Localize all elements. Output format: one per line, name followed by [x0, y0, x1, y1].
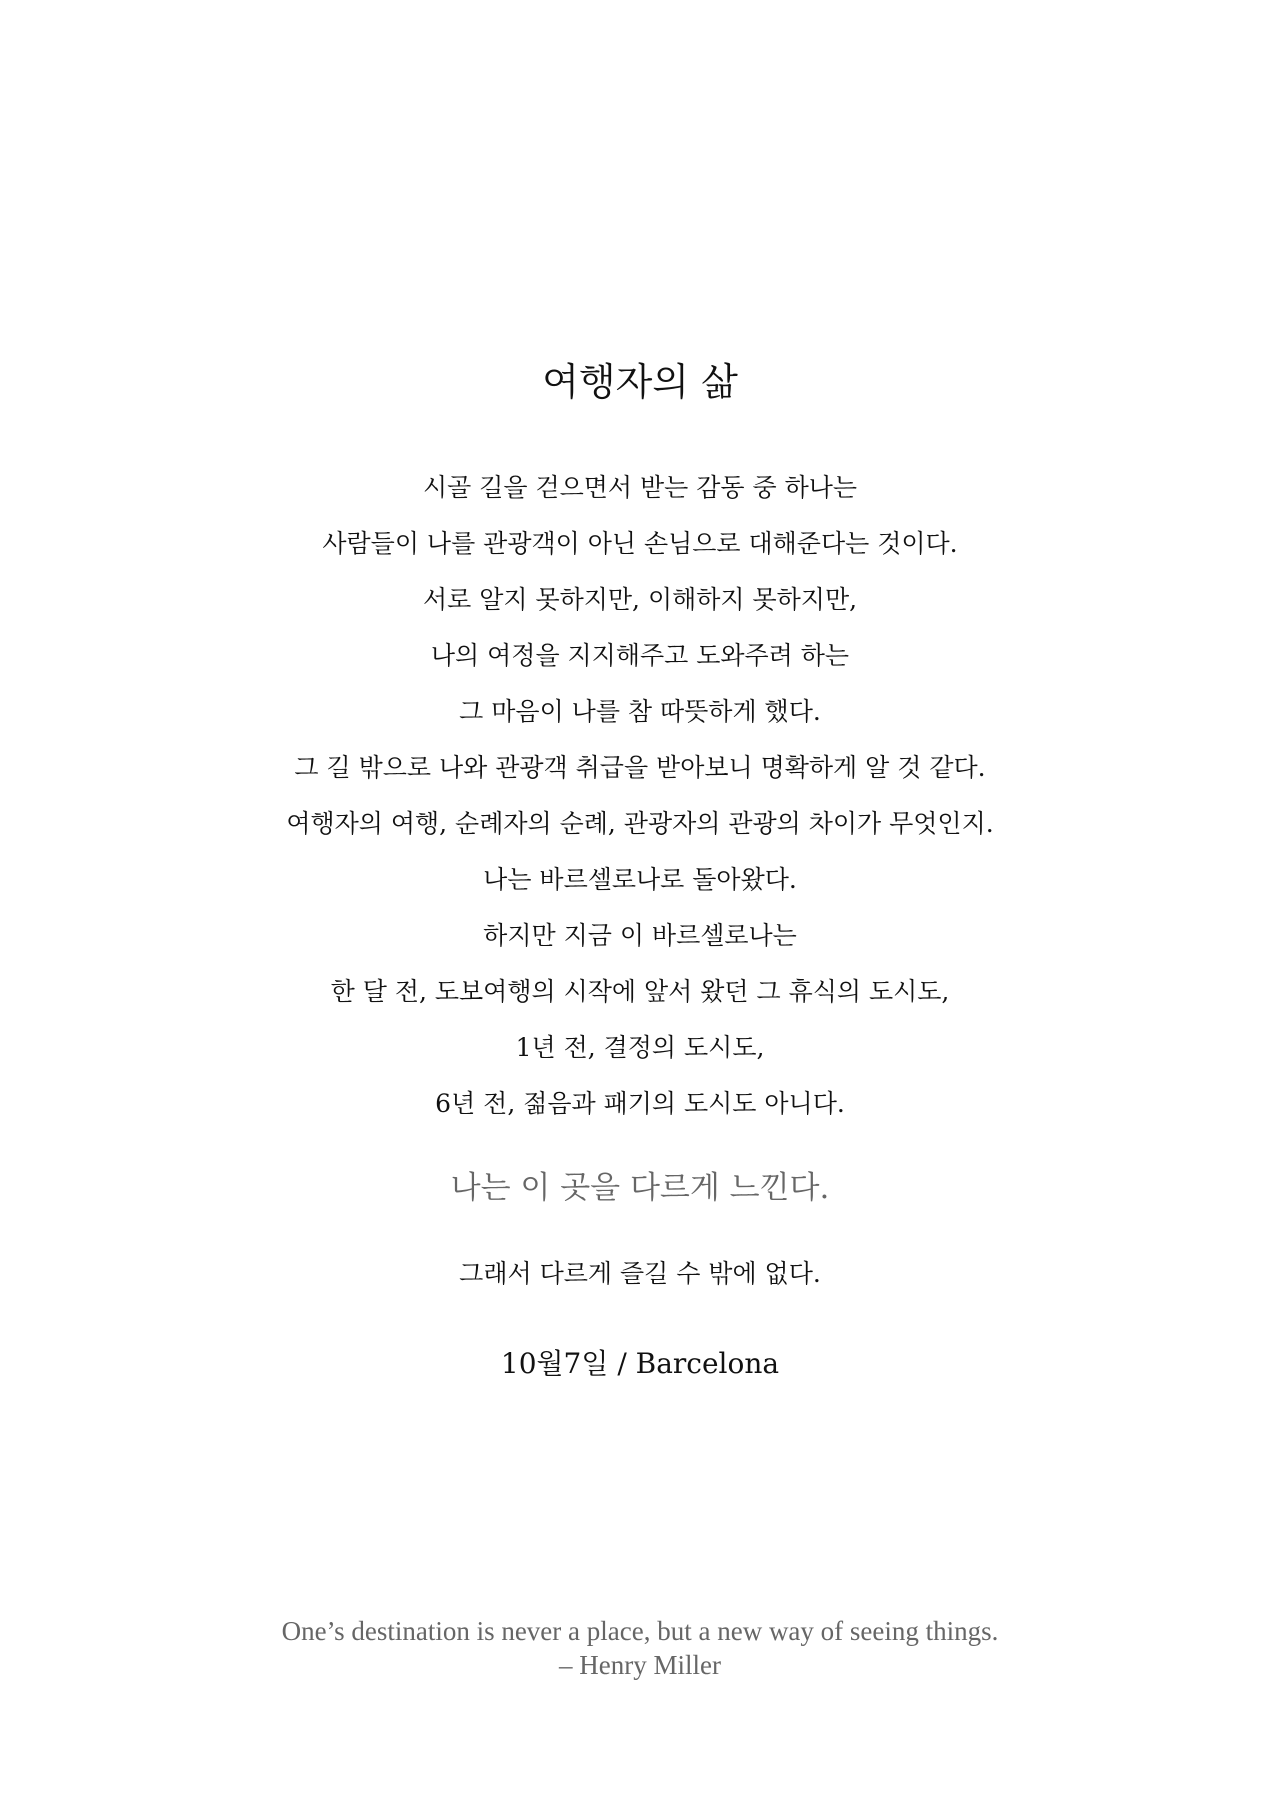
- poem-line: 6년 전, 젊음과 패기의 도시도 아니다.: [435, 1089, 845, 1118]
- quote-author: – Henry Miller: [559, 1650, 721, 1680]
- page-title: 여행자의 삶: [542, 360, 738, 404]
- poem-line: 시골 길을 걷으면서 받는 감동 중 하나는: [422, 473, 858, 502]
- quote-text: One’s destination is never a place, but a new way of seeing things.: [281, 1616, 999, 1646]
- poem-line: 하지만 지금 이 바르셀로나는: [483, 921, 797, 950]
- poem-line: 1년 전, 결정의 도시도,: [515, 1033, 765, 1062]
- poem-line: 한 달 전, 도보여행의 시작에 앞서 왔던 그 휴식의 도시도,: [330, 977, 950, 1006]
- closing-line: 그래서 다르게 즐길 수 밖에 없다.: [459, 1259, 821, 1288]
- poem-line: 그 길 밖으로 나와 관광객 취급을 받아보니 명확하게 알 것 같다.: [294, 753, 986, 782]
- poem-body: [0, 460, 1280, 1132]
- poem-line: 그 마음이 나를 참 따뜻하게 했다.: [459, 697, 821, 726]
- poem-line: 여행자의 여행, 순례자의 순례, 관광자의 관광의 차이가 무엇인지.: [286, 809, 994, 838]
- poem-line: 서로 알지 못하지만, 이해하지 못하지만,: [422, 585, 858, 614]
- poem-line: 사람들이 나를 관광객이 아닌 손님으로 대해준다는 것이다.: [322, 529, 958, 558]
- emphasis-line: 나는 이 곳을 다르게 느낀다.: [450, 1170, 830, 1206]
- poem-line: 나는 바르셀로나로 돌아왔다.: [483, 865, 797, 894]
- date-place: 10월7일 / Barcelona: [500, 1347, 780, 1380]
- poem-line: 나의 여정을 지지해주고 도와주려 하는: [430, 641, 850, 670]
